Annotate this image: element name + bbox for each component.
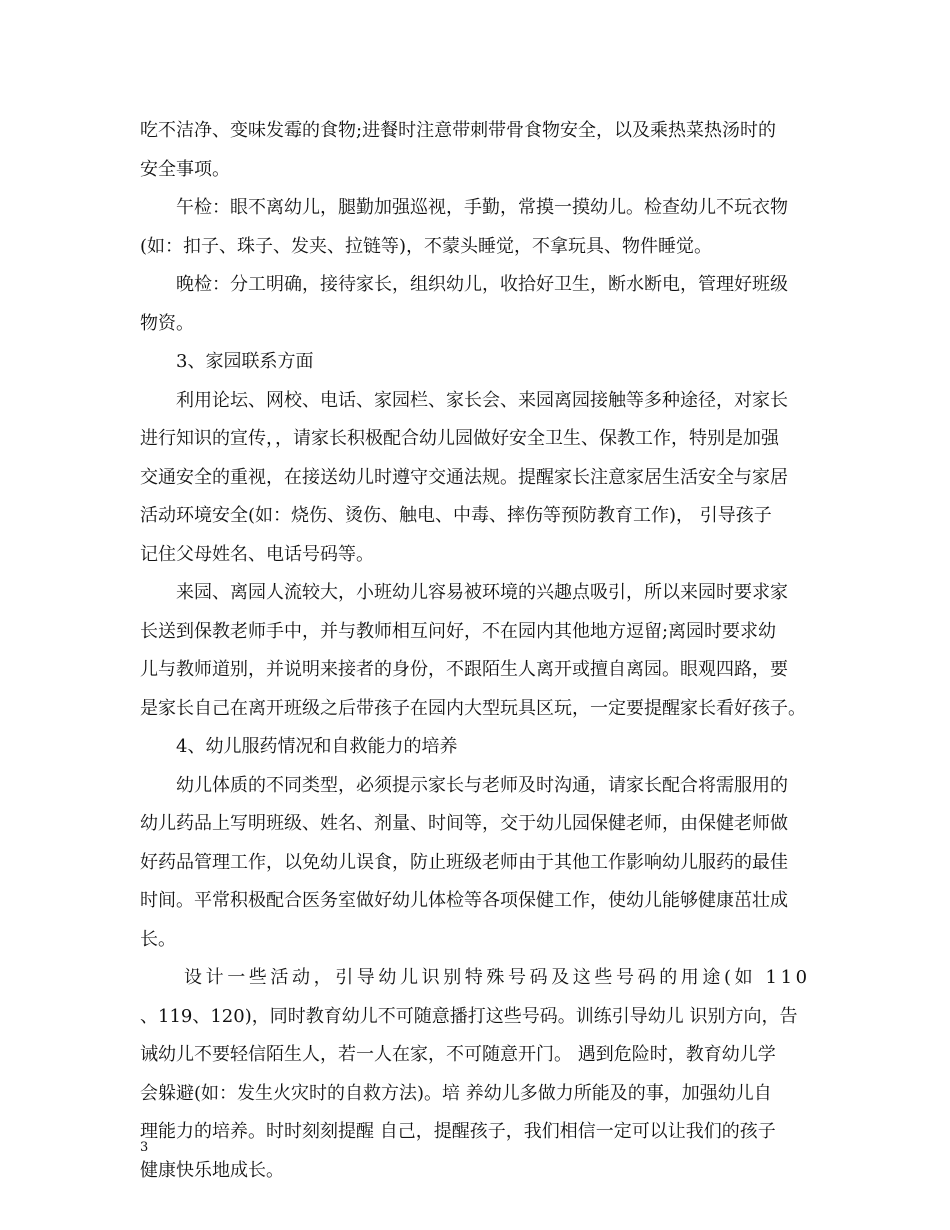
text-line: 长。 [140,928,176,950]
text-line: 安全事项。 [140,158,230,180]
paragraph-communication: 利用论坛、网校、电话、家园栏、家长会、来园离园接触等多种途径，对家长 [176,389,788,411]
paragraph-arrival-departure: 来园、离园人流较大，小班幼儿容易被环境的兴趣点吸引，所以来园时要求家 [176,582,788,603]
paragraph-activities: 设计一些活动，引导幼儿识别特殊号码及这些号码的用途(如 110 [184,967,811,988]
text-line: 健康快乐地成长。 [140,1159,284,1181]
section-heading-medication: 4、幼儿服药情况和自救能力的培养 [176,736,458,757]
text-line: 会躲避(如：发生火灾时的自救方法)。培 养幼儿多做力所能及的事，加强幼儿自 [140,1082,772,1104]
text-line: (如：扣子、珠子、发夹、拉链等)，不蒙头睡觉，不拿玩具、物件睡觉。 [140,235,713,257]
text-line: 物资。 [140,312,194,334]
section-heading-home-school: 3、家园联系方面 [176,351,314,372]
text-line: 幼儿药品上写明班级、姓名、剂量、时间等，交于幼儿园保健老师，由保健老师做 [140,813,788,834]
text-line: 是家长自己在离开班级之后带孩子在园内大型玩具区玩，一定要提醒家长看好孩子。 [140,697,806,719]
text-line: 诫幼儿不要轻信陌生人，若一人在家，不可随意开门。 遇到危险时，教育幼儿学 [140,1044,776,1065]
text-line: 好药品管理工作，以免幼儿误食，防止班级老师由于其他工作影响幼儿服药的最佳 [140,851,788,873]
document-body [140,112,810,1190]
text-line: 、119、120)，同时教育幼儿不可随意播打这些号码。训练引导幼儿 识别方向，告 [140,1005,798,1027]
text-line: 交通安全的重视，在接送幼儿时遵守交通法规。提醒家长注意家居生活安全与家居 [140,466,788,488]
text-line: 记住父母姓名、电话号码等。 [140,543,374,565]
text-line: 进行知识的宣传，，请家长积极配合幼儿园做好安全卫生、保教工作，特别是加强 [140,428,779,449]
page-number: 3 [140,1140,149,1155]
text-line: 时间。平常积极配合医务室做好幼儿体检等各项保健工作，使幼儿能够健康茁壮成 [140,890,788,911]
text-line: 吃不洁净、变味发霉的食物;进餐时注意带刺带骨食物安全，以及乘热菜热汤时的 [140,120,777,141]
text-line: 儿与教师道别，并说明来接者的身份，不跟陌生人离开或擅自离园。眼观四路，要 [140,659,788,680]
paragraph-medication: 幼儿体质的不同类型，必须提示家长与老师及时沟通，请家长配合将需服用的 [176,774,788,796]
paragraph-evening-check: 晚检：分工明确，接待家长，组织幼儿，收拾好卫生，断水断电，管理好班级 [176,274,788,295]
paragraph-noon-check: 午检：眼不离幼儿，腿勤加强巡视，手勤，常摸一摸幼儿。检查幼儿不玩衣物 [176,197,788,218]
text-line: 长送到保教老师手中，并与教师相互问好，不在园内其他地方逗留;离园时要求幼 [140,620,777,642]
text-line: 理能力的培养。时时刻刻提醒 自己，提醒孩子，我们相信一定可以让我们的孩子 [140,1121,776,1142]
text-line: 活动环境安全(如：烧伤、烫伤、触电、中毒、摔伤等预防教育工作)， 引导孩子 [140,505,772,526]
